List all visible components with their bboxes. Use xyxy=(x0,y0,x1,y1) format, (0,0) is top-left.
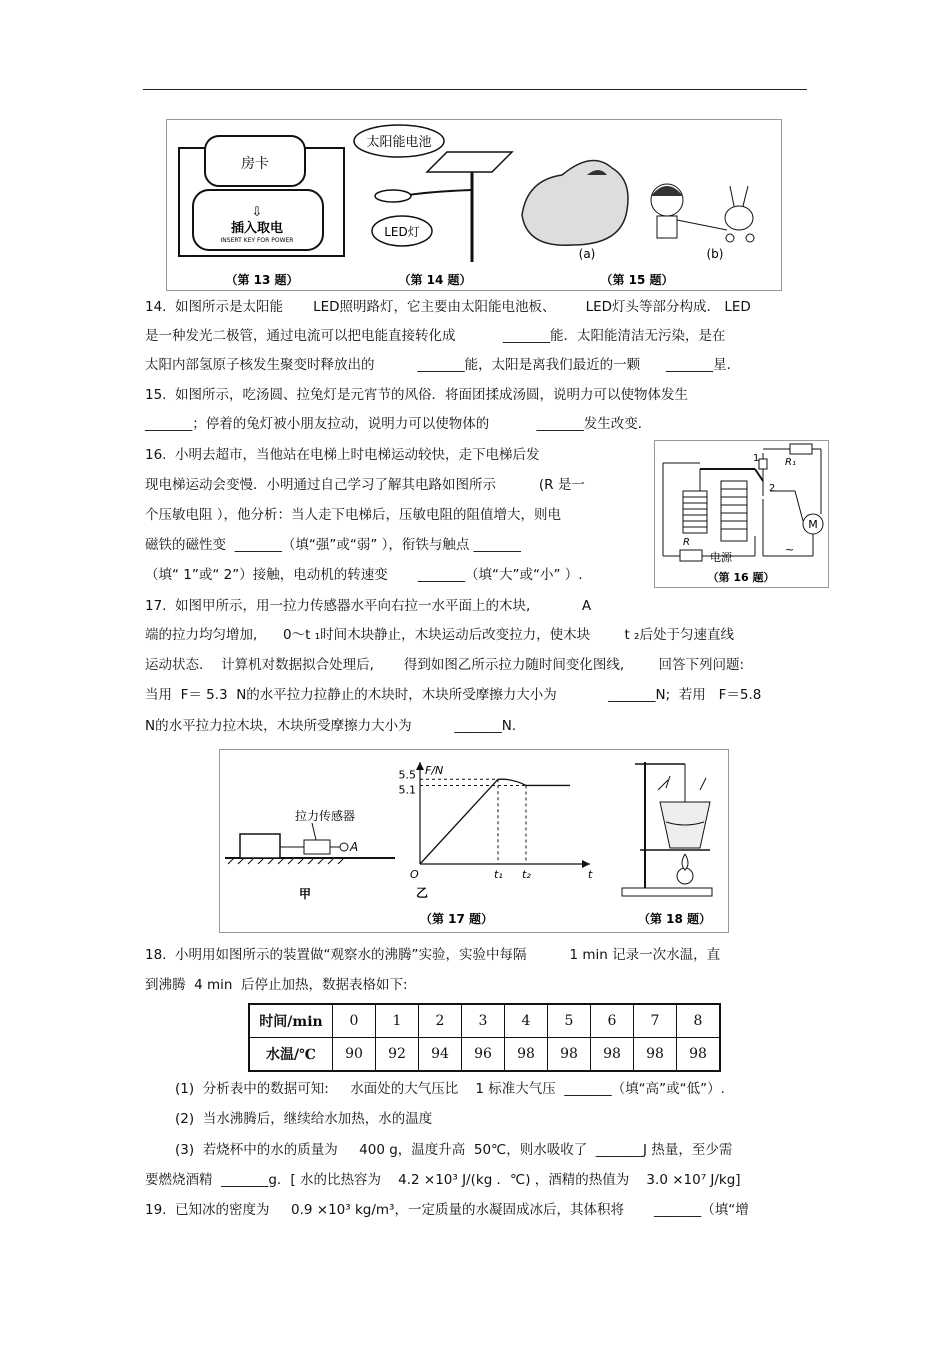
contact-2: 2 xyxy=(769,483,776,494)
q16-line-5: （填“ 1”或“ 2”）接触，电动机的转速变 _______（填“大”或“小” ）. xyxy=(145,567,583,583)
q18-line-1: 18. 小明用如图所示的装置做“观察水的沸腾”实验，实验中每隔 1 min 记录一次水温，直 xyxy=(145,947,721,963)
motor-label: M xyxy=(808,518,818,531)
time-header: 时间/min xyxy=(249,1004,333,1038)
q17-line-1: 17. 如图甲所示，用一拉力传感器水平向右拉一水平面上的木块, A xyxy=(145,598,592,614)
q14-line-3: 太阳内部氢原子核发生聚变时释放出的 _______能，太阳是离我们最近的一颗 _______星． xyxy=(145,357,741,373)
solar-lamp-figure xyxy=(354,125,512,287)
table-cell: 98 xyxy=(634,1038,677,1072)
table-cell: 5 xyxy=(548,1004,591,1038)
table-cell: 98 xyxy=(591,1038,634,1072)
q17-line-3: 运动状态． 计算机对数据拟合处理后, 得到如图乙所示拉力随时间变化图线, 回答下列问题: xyxy=(145,657,745,673)
insert-label: 插入取电 xyxy=(230,221,284,236)
table-cell: 0 xyxy=(333,1004,376,1038)
power-label: 电源 xyxy=(710,551,732,564)
q16-line-3: 个压敏电阻 ），他分析：当人走下电梯后，压敏电阻的阻值增大，则电 xyxy=(145,507,562,523)
y-tick-label: 5.1 xyxy=(398,783,416,797)
label-b: (b) xyxy=(706,247,724,261)
table-cell: 8 xyxy=(677,1004,721,1038)
q17-line-2: 端的拉力均匀增加, 0～t ₁时间木块静止，木块运动后改变拉力，使木块 t ₂后处于匀速直线 xyxy=(145,627,734,643)
q17-line-4: 当用 F＝ 5.3 N的水平拉力拉静止的木块时，木块所受摩擦力大小为 _______N; 若用 F＝5.8 xyxy=(145,687,762,703)
caption-14: （第 14 题） xyxy=(398,273,472,287)
solar-cell-label: 太阳能电池 xyxy=(366,135,432,150)
table-cell: 92 xyxy=(376,1038,419,1072)
table-cell: 98 xyxy=(548,1038,591,1072)
x-tick-label: t₂ xyxy=(522,868,531,881)
caption-17: （第 17 题） xyxy=(420,912,494,926)
table-cell: 6 xyxy=(591,1004,634,1038)
q18-part-3: (3) 若烧杯中的水的质量为 400 g，温度升高 50℃，则水吸收了 _______J 热量，至少需 xyxy=(175,1142,733,1158)
figures-13-15-svg xyxy=(167,120,781,290)
arrow-down-icon: ⇩ xyxy=(251,205,263,220)
label-a: (a) xyxy=(578,247,596,261)
q15-line-2: _______；停着的兔灯被小朋友拉动，说明力可以使物体的 _______发生改变． xyxy=(145,416,652,432)
q16-line-4: 磁铁的磁性变 _______（填“强”或“弱” ），衔铁与触点 _______ xyxy=(145,537,521,553)
jia-label: 甲 xyxy=(298,887,312,901)
q18-part-3-cont: 要燃烧酒精 _______g．[ 水的比热容为 4.2 ×10³ J/(kg ．℃) ，酒精的热值为 3.0 ×10⁷ J/kg] xyxy=(145,1172,741,1188)
ac-symbol: ~ xyxy=(785,543,795,556)
caption-16: （第 16 题） xyxy=(707,571,775,584)
q16-line-1: 16. 小明去超市，当他站在电梯上时电梯运动较快，走下电梯后发 xyxy=(145,447,540,463)
line-segment-drop xyxy=(498,779,526,785)
q17-line-5: N的水平拉力拉木块，木块所受摩擦力大小为 _______N. xyxy=(145,718,517,734)
figure-16-circuit xyxy=(654,440,829,588)
circuit-svg xyxy=(655,441,828,587)
line-segment-rise xyxy=(420,779,498,864)
header-rule xyxy=(143,89,807,90)
origin-label: O xyxy=(410,868,419,881)
table-cell: 1 xyxy=(376,1004,419,1038)
table-cell: 98 xyxy=(505,1038,548,1072)
yi-label: 乙 xyxy=(416,886,429,900)
q16-line-2: 现电梯运动会变慢．小明通过自己学习了解其电路如图所示 (R 是一 xyxy=(145,477,585,493)
force-time-chart xyxy=(399,762,594,900)
sensor-setup xyxy=(225,808,395,901)
table-cell: 3 xyxy=(462,1004,505,1038)
q14-line-1: 14. 如图所示是太阳能 LED照明路灯，它主要由太阳能电池板、 LED灯头等部分构成． LED xyxy=(145,299,751,315)
temp-header: 水温/℃ xyxy=(249,1038,333,1072)
table-cell: 90 xyxy=(333,1038,376,1072)
q18-line-2: 到沸腾 4 min 后停止加热，数据表格如下: xyxy=(145,977,408,993)
q14-line-2: 是一种发光二极管，通过电流可以把电能直接转化成 _______能．太阳能清洁无污染，是在 xyxy=(145,328,726,344)
table-cell: 96 xyxy=(462,1038,505,1072)
point-a: A xyxy=(350,840,359,854)
contact-1: 1 xyxy=(753,453,760,464)
temperature-table xyxy=(248,1003,721,1072)
insert-sublabel: INSERT KEY FOR POWER xyxy=(220,237,294,244)
table-cell: 4 xyxy=(505,1004,548,1038)
card-holder-figure xyxy=(179,136,344,287)
card-label: 房卡 xyxy=(241,156,269,172)
caption-18: （第 18 题） xyxy=(638,912,712,926)
figure-strip-17-18 xyxy=(219,749,729,933)
q15-line-1: 15. 如图所示，吃汤圆、拉兔灯是元宵节的风俗．将面团揉成汤圆，说明力可以使物体发生 xyxy=(145,387,689,403)
r1-label: R₁ xyxy=(785,457,796,468)
x-tick-label: t₁ xyxy=(494,868,503,881)
q18-part-1: (1) 分析表中的数据可知: 水面处的大气压比 1 标准大气压 _______（填“高”或“低”）. xyxy=(175,1081,725,1097)
figures-17-18-svg xyxy=(220,750,728,932)
table-row-temp xyxy=(249,1038,720,1072)
led-label: LED灯 xyxy=(384,225,420,239)
table-row-time xyxy=(249,1004,720,1038)
sensor-label: 拉力传感器 xyxy=(295,809,356,823)
table-cell: 98 xyxy=(677,1038,721,1072)
figure-strip-13-15 xyxy=(166,119,782,291)
q18-part-2: (2) 当水沸腾后，继续给水加热，水的温度 xyxy=(175,1111,433,1127)
table-cell: 2 xyxy=(419,1004,462,1038)
boiling-apparatus xyxy=(622,762,712,896)
y-axis-label: F/N xyxy=(425,764,444,777)
caption-15: （第 15 题） xyxy=(600,273,674,287)
q19-line-1: 19. 已知冰的密度为 0.9 ×10³ kg/m³，一定质量的水凝固成冰后，其体积将 _______（填“增 xyxy=(145,1202,749,1218)
r-label: R xyxy=(683,537,690,548)
y-tick-label: 5.5 xyxy=(398,768,416,782)
table-cell: 7 xyxy=(634,1004,677,1038)
dumpling-lantern-figure xyxy=(522,160,754,287)
caption-13: （第 13 题） xyxy=(225,273,299,287)
table-cell: 94 xyxy=(419,1038,462,1072)
x-axis-label: t xyxy=(588,868,593,881)
